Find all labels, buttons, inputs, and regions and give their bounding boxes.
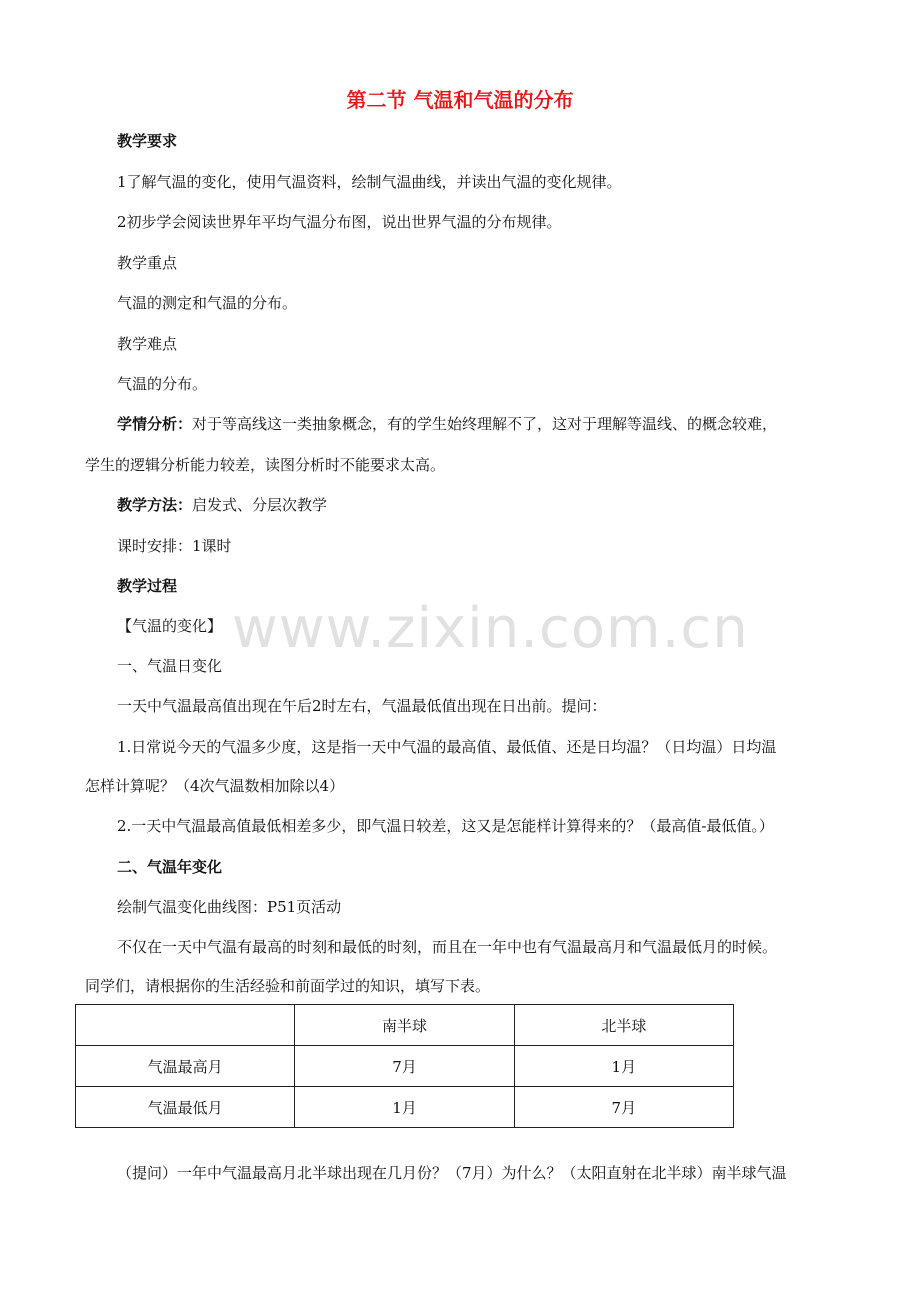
table-cell: 气温最低月	[76, 1087, 295, 1128]
question-1-line1: 1.日常说今天的气温多少度，这是指一天中气温的最高值、最低值、还是日均温？（日均温）日均温	[117, 738, 777, 756]
requirement-2: 2初步学会阅读世界年平均气温分布图，说出世界气温的分布规律。	[117, 213, 562, 231]
analysis-paragraph	[117, 414, 777, 434]
annual-text-line2: 同学们，请根据你的生活经验和前面学过的知识，填写下表。	[85, 977, 491, 995]
question-2: 2.一天中气温最高值最低相差多少，即气温日较差，这又是怎能样计算得来的？（最高值-最低值。）	[117, 817, 774, 835]
table-cell: 气温最高月	[76, 1046, 295, 1087]
daily-change-heading: 一、气温日变化	[117, 657, 223, 675]
annual-activity-text: 绘制气温变化曲线图：P51页活动	[117, 898, 342, 916]
difficulties-heading: 教学难点	[117, 335, 178, 353]
key-points-heading: 教学重点	[117, 254, 178, 272]
method-text: 启发式、分层次教学	[192, 496, 328, 514]
table-cell: 7月	[295, 1046, 514, 1087]
annual-text-line1: 不仅在一天中气温有最高的时刻和最低的时刻，而且在一年中也有气温最高月和气温最低月的时候。	[117, 938, 778, 956]
question-1-line2: 怎样计算呢？（4次气温数相加除以4）	[85, 777, 345, 795]
table-cell: 1月	[514, 1046, 733, 1087]
page-title: 第二节 气温和气温的分布	[346, 88, 574, 112]
daily-change-text: 一天中气温最高值出现在午后2时左右，气温最低值出现在日出前。提问：	[117, 697, 607, 715]
watermark: www.zixin.com.cn	[232, 596, 749, 661]
key-points-text: 气温的测定和气温的分布。	[117, 294, 298, 312]
table-header-cell: 北半球	[514, 1005, 733, 1046]
process-heading: 教学过程	[117, 577, 178, 595]
table-row	[76, 1046, 734, 1087]
table-header-cell	[76, 1005, 295, 1046]
temperature-table	[75, 1004, 734, 1128]
table-row	[76, 1087, 734, 1128]
difficulties-text: 气温的分布。	[117, 375, 208, 393]
analysis-text-line2: 学生的逻辑分析能力较差，读图分析时不能要求太高。	[85, 456, 446, 474]
table-header-row	[76, 1005, 734, 1046]
schedule-text: 课时安排：1课时	[117, 537, 232, 555]
analysis-text-line1: 对于等高线这一类抽象概念，有的学生始终理解不了，这对于理解等温线、的概念较难，	[192, 415, 778, 433]
table-cell: 7月	[514, 1087, 733, 1128]
annual-change-heading: 二、气温年变化	[117, 858, 223, 876]
table-cell: 1月	[295, 1087, 514, 1128]
requirement-1: 1了解气温的变化，使用气温资料，绘制气温曲线，并读出气温的变化规律。	[117, 173, 622, 191]
question-paragraph: （提问）一年中气温最高月北半球出现在几月份？（7月）为什么？（太阳直射在北半球）南半球气温	[117, 1164, 787, 1182]
method-label: 教学方法：	[117, 496, 193, 514]
requirements-heading: 教学要求	[117, 132, 178, 150]
section-change-heading: 【气温的变化】	[117, 617, 223, 635]
method-paragraph	[117, 495, 327, 515]
analysis-label: 学情分析：	[117, 415, 193, 433]
table-header-cell: 南半球	[295, 1005, 514, 1046]
